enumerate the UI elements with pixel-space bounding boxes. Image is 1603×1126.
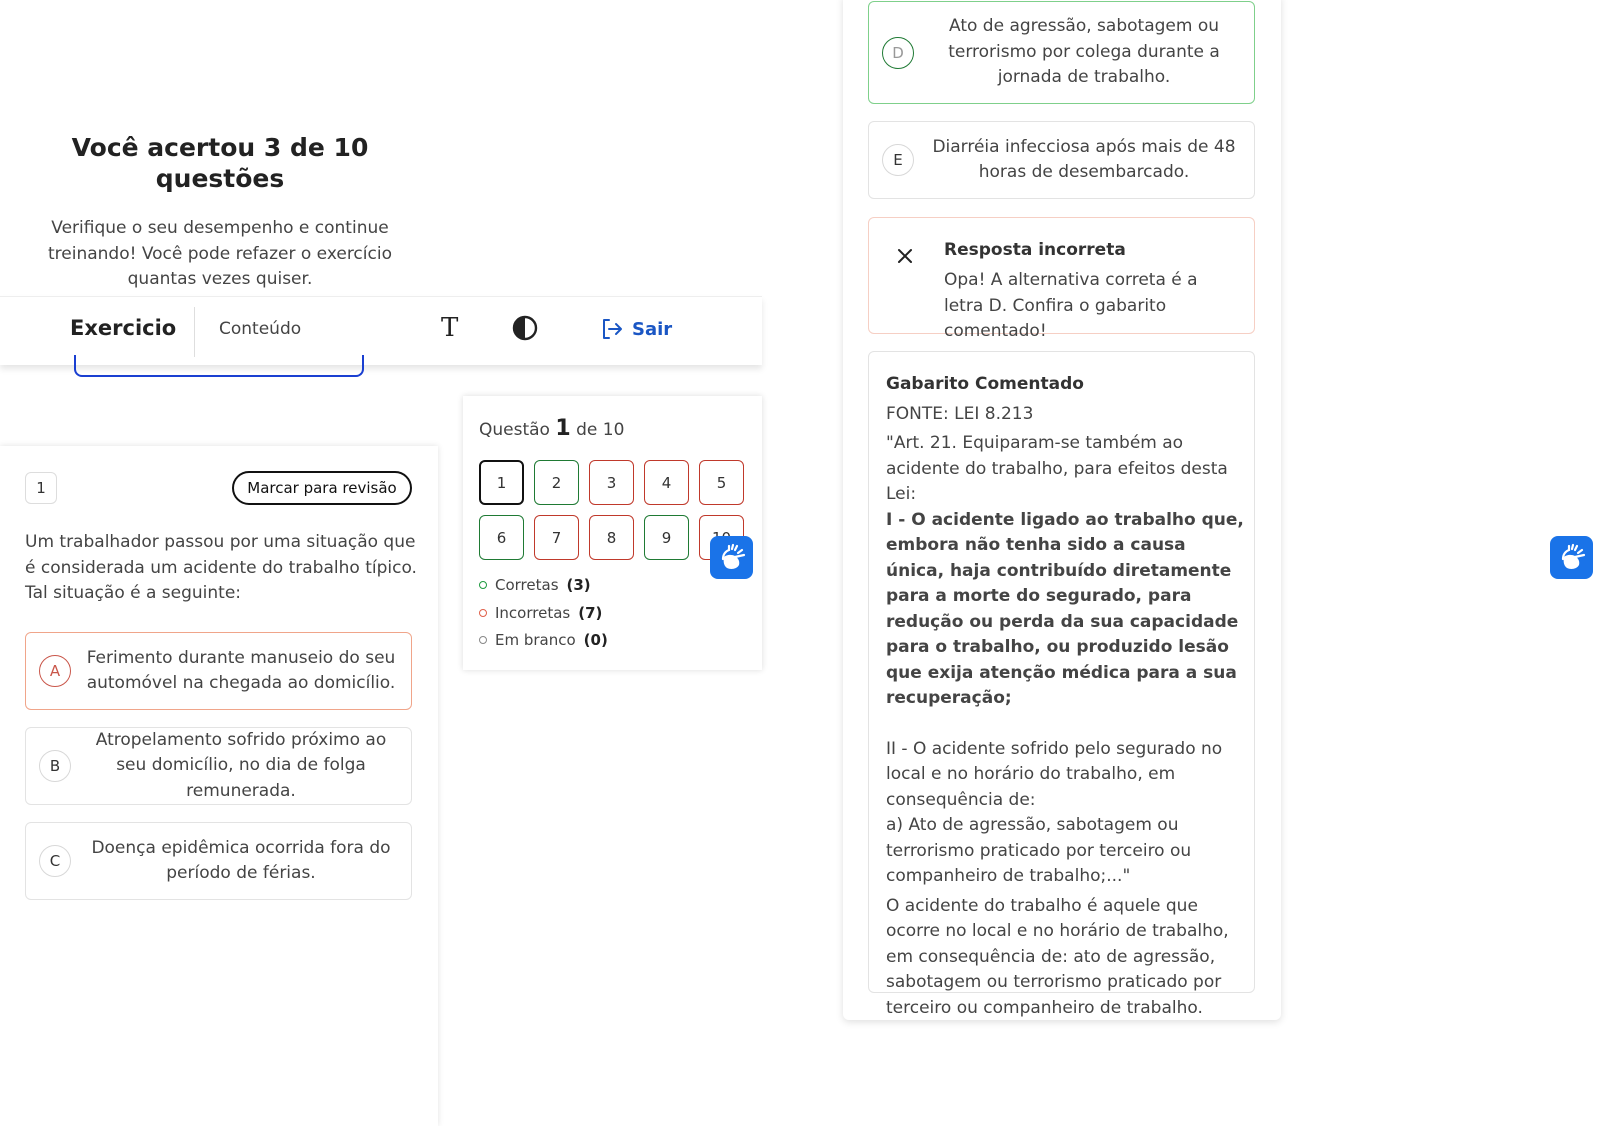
question-button-4[interactable]: 4 <box>644 460 689 505</box>
result-subtitle: Verifique o seu desempenho e continue treinando! Você pode refazer o exercício quantas vezes quiser. <box>48 218 392 289</box>
gabarito-inciso2: II - O acidente sofrido pelo segurado no local e no horário do trabalho, em consequência de: <box>886 738 1223 810</box>
navigator-title-suffix: de 10 <box>576 420 625 440</box>
question-navigator <box>463 396 762 670</box>
alternative-letter: A <box>39 655 71 687</box>
blank-dot-icon <box>479 636 487 644</box>
navigator-current: 1 <box>555 416 571 441</box>
gabarito-art: "Art. 21. Equiparam-se também ao acidente do trabalho, para efeitos desta Lei: <box>886 433 1228 504</box>
alternative-text: Ferimento durante manuseio do seu automóvel na chegada ao domicílio. <box>86 647 396 693</box>
question-button-1[interactable]: 1 <box>479 460 524 505</box>
focus-outline <box>74 355 364 377</box>
gabarito-inciso1: I - O acidente ligado ao trabalho que, embora não tenha sido a causa única, haja contribuído diretamente para a morte do segurado, para redução ou perda da sua capacidade para o trabalho, ou produzido lesão que exija atenção médica para a sua recuperação; <box>886 509 1244 708</box>
libras-button[interactable] <box>710 536 753 579</box>
navigator-title <box>479 416 624 441</box>
navigator-title-prefix: Questão <box>479 420 550 440</box>
contrast-icon[interactable] <box>512 315 538 341</box>
alternative-a[interactable] <box>25 632 412 710</box>
gabarito-comentado <box>868 351 1255 1018</box>
alternative-text: Ato de agressão, sabotagem ou terrorismo por colega durante a jornada de trabalho. <box>948 16 1220 88</box>
gabarito-conclusao: O acidente do trabalho é aquele que ocorre no local e no horário de trabalho, em consequência de: ato de agressão, sabotagem ou terrorismo praticado por terceiro ou companheiro de trabalho. <box>886 895 1229 1018</box>
font-size-icon[interactable]: T <box>441 313 459 343</box>
alternative-c[interactable] <box>25 822 412 900</box>
legend-blank-count: (0) <box>583 631 608 649</box>
exit-label: Sair <box>632 318 673 340</box>
gabarito-fonte: FONTE: LEI 8.213 <box>886 403 1034 424</box>
question-button-7[interactable]: 7 <box>534 515 579 560</box>
legend-incorrect-count: (7) <box>578 604 603 622</box>
question-number: 1 <box>25 472 57 504</box>
alternative-d[interactable] <box>868 1 1255 104</box>
alternative-text: Diarréia infecciosa após mais de 48 horas de desembarcado. <box>932 136 1236 182</box>
alternative-letter: D <box>882 37 914 69</box>
question-text-line1: Um trabalhador passou por uma situação que é considerada um acidente do trabalho típico. <box>25 532 417 578</box>
alternative-text: Atropelamento sofrido próximo ao seu domicílio, no dia de folga remunerada. <box>95 729 387 801</box>
mark-review-button[interactable]: Marcar para revisão <box>232 471 412 505</box>
alternative-b[interactable] <box>25 727 412 805</box>
legend-correct-count: (3) <box>566 576 591 594</box>
result-title: Você acertou 3 de 10 questões <box>71 133 369 193</box>
question-button-8[interactable]: 8 <box>589 515 634 560</box>
libras-button-right[interactable] <box>1550 536 1593 579</box>
brand-title: Exercicio <box>70 316 177 340</box>
question-button-3[interactable]: 3 <box>589 460 634 505</box>
alternative-text: Doença epidêmica ocorrida fora do período de férias. <box>91 837 391 883</box>
gabarito-alinea-a: a) Ato de agressão, sabotagem ou terrorismo praticado por terceiro ou companheiro de trabalho;..." <box>886 815 1192 886</box>
question-button-5[interactable]: 5 <box>699 460 744 505</box>
sign-language-hand-icon <box>1557 543 1587 573</box>
feedback-title: Resposta incorreta <box>944 240 1126 260</box>
alternative-e[interactable] <box>868 121 1255 199</box>
incorrect-dot-icon <box>479 609 487 617</box>
legend-blank-label: Em branco <box>495 631 576 649</box>
legend-correct-label: Corretas <box>495 576 559 594</box>
legend-correct <box>479 576 591 594</box>
exit-icon <box>600 317 624 341</box>
question-text <box>25 530 420 607</box>
close-icon <box>895 246 915 266</box>
feedback-incorrect <box>868 217 1255 341</box>
legend-incorrect <box>479 604 602 622</box>
sign-language-hand-icon <box>717 543 747 573</box>
feedback-text: Opa! A alternativa correta é a letra D. Confira o gabarito comentado! <box>944 270 1198 341</box>
question-button-2[interactable]: 2 <box>534 460 579 505</box>
alternative-letter: B <box>39 750 71 782</box>
question-card <box>0 446 438 1126</box>
gabarito-title: Gabarito Comentado <box>886 374 1084 394</box>
conteudo-link[interactable]: Conteúdo <box>219 319 302 339</box>
correct-dot-icon <box>479 581 487 589</box>
alternative-letter: E <box>882 144 914 176</box>
divider <box>194 307 195 357</box>
answer-panel <box>843 0 1281 1020</box>
question-button-9[interactable]: 9 <box>644 515 689 560</box>
legend-incorrect-label: Incorretas <box>495 604 571 622</box>
legend-blank <box>479 631 608 649</box>
question-text-line2: Tal situação é a seguinte: <box>25 583 242 603</box>
exit-button[interactable] <box>600 317 672 341</box>
alternative-letter: C <box>39 845 71 877</box>
question-button-6[interactable]: 6 <box>479 515 524 560</box>
